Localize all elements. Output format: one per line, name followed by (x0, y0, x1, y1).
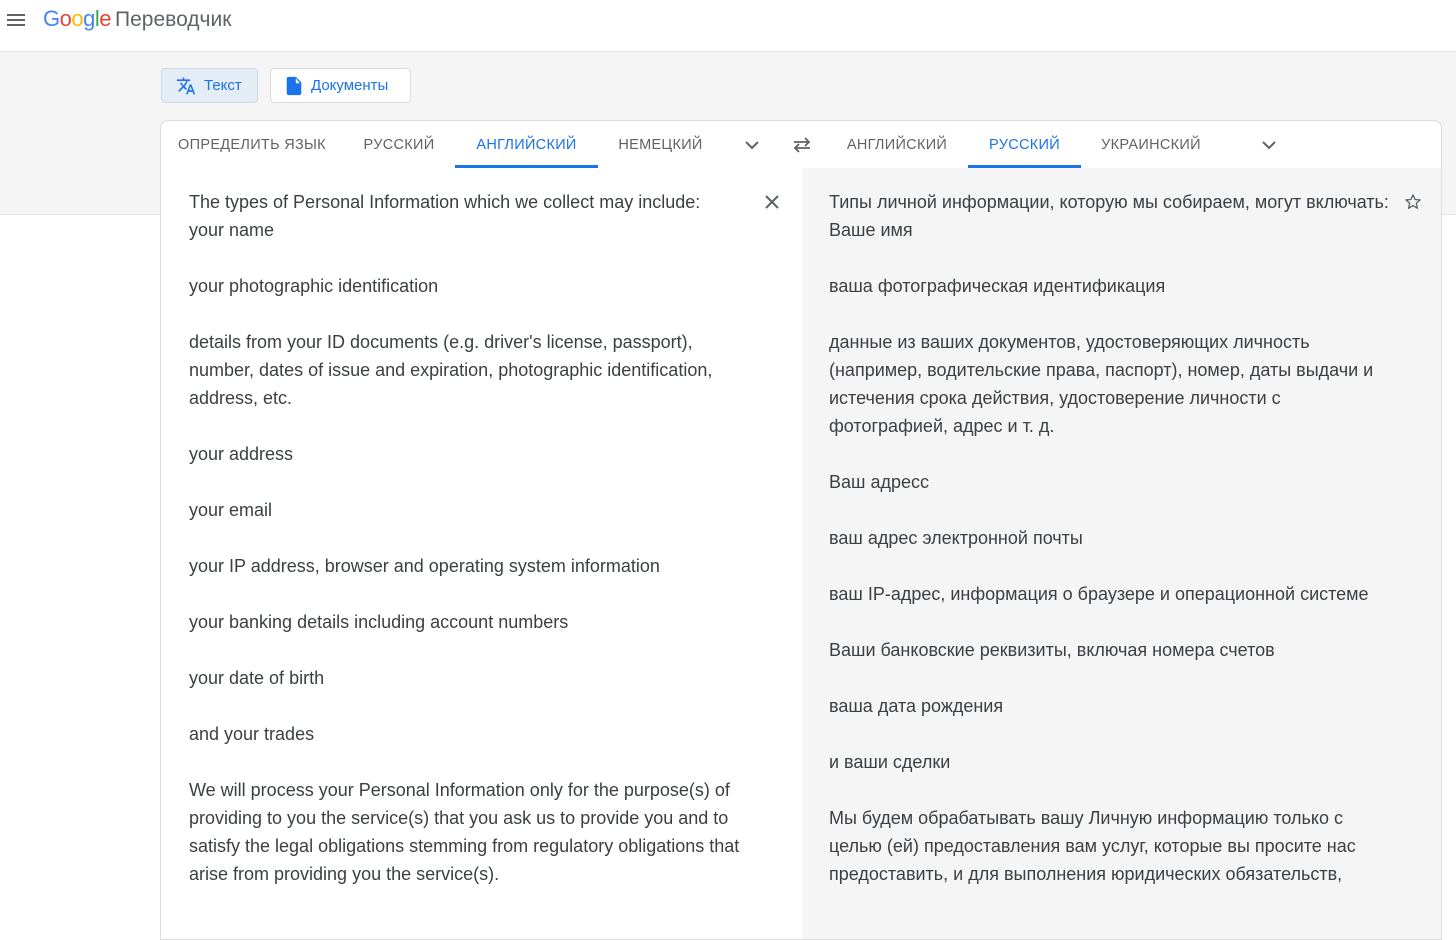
tab-source-german[interactable]: НЕМЕЦКИЙ (618, 137, 703, 153)
text-paragraph: your photographic identification (189, 276, 439, 296)
text-paragraph: Типы личной информации, которую мы собираем, могут включать: Ваше имя (829, 192, 1389, 240)
text-paragraph: данные из ваших документов, удостоверяющих личность (например, водительские права, паспорт), номер, даты выдачи и истечения срока действия, удостоверение личности с фотографией, адрес и т. д. (829, 332, 1374, 436)
text-paragraph: your email (189, 500, 273, 520)
tab-source-english[interactable]: АНГЛИЙСКИЙ (455, 121, 598, 167)
language-bar (161, 121, 1442, 169)
text-paragraph: your IP address, browser and operating system information (189, 556, 660, 576)
top-bar (0, 0, 1456, 52)
text-paragraph: и ваши сделки (829, 752, 951, 772)
text-paragraph: Ваши банковские реквизиты, включая номера счетов (829, 640, 1275, 660)
logo-letter: o (71, 6, 84, 31)
star-icon[interactable] (1403, 192, 1423, 212)
text-paragraph: ваш адрес электронной почты (829, 528, 1083, 548)
text-paragraph: details from your ID documents (e.g. driver's license, passport), number, dates of issue and expiration, photographic identification, address, etc. (189, 332, 713, 408)
text-paragraph: ваша дата рождения (829, 696, 1004, 716)
tab-target-russian[interactable]: РУССКИЙ (968, 121, 1081, 167)
chevron-down-icon[interactable] (744, 138, 760, 152)
text-paragraph: Мы будем обрабатывать вашу Личную информацию только с целью (ей) предоставления вам услуг, которые вы просите нас предоставить, и для выполнения юридических обязательств, (829, 808, 1356, 884)
tab-source-russian[interactable]: РУССКИЙ (363, 137, 435, 153)
tab-detect-language[interactable]: ОПРЕДЕЛИТЬ ЯЗЫК (178, 137, 326, 153)
documents-mode-button[interactable] (270, 68, 411, 103)
logo-letter: l (94, 6, 100, 31)
text-paragraph: Ваш адресс (829, 472, 929, 492)
text-paragraph: your address (189, 444, 294, 464)
tab-target-english[interactable]: АНГЛИЙСКИЙ (846, 137, 948, 153)
translate-icon (176, 76, 196, 96)
tab-target-ukrainian[interactable]: УКРАИНСКИЙ (1101, 137, 1201, 153)
text-mode-button[interactable] (161, 68, 258, 103)
text-paragraph: ваш IP-адрес, информация о браузере и операционной системе (829, 584, 1369, 604)
source-text[interactable] (189, 188, 749, 916)
swap-icon[interactable] (791, 135, 813, 155)
text-paragraph: ваша фотографическая идентификация (829, 276, 1166, 296)
logo-letter: G (43, 6, 60, 31)
text-paragraph: and your trades (189, 724, 315, 744)
close-icon[interactable] (764, 194, 780, 210)
target-text (829, 188, 1389, 916)
chevron-down-icon[interactable] (1261, 138, 1277, 152)
logo-letter: e (99, 6, 112, 31)
google-translate-logo[interactable] (43, 5, 231, 34)
document-icon (285, 76, 303, 96)
text-paragraph: We will process your Personal Information only for the purpose(s) of providing to you the service(s) that you ask us to provide you and to satisfy the legal obligations stemming from regulatory obligations that arise from providing you the service(s). (189, 780, 740, 884)
text-paragraph: The types of Personal Information which we collect may include: your name (189, 192, 701, 240)
text-paragraph: your date of birth (189, 668, 325, 688)
text-paragraph: your banking details including account numbers (189, 612, 569, 632)
logo-letter: g (83, 6, 95, 31)
text-mode-label: Текст (204, 77, 242, 94)
hamburger-menu-icon[interactable] (6, 11, 26, 29)
documents-mode-label: Документы (311, 77, 389, 94)
logo-letter: o (59, 6, 72, 31)
source-panel[interactable] (161, 168, 802, 940)
translation-card (160, 120, 1442, 940)
product-name: Переводчик (115, 8, 232, 31)
target-panel (802, 168, 1442, 940)
